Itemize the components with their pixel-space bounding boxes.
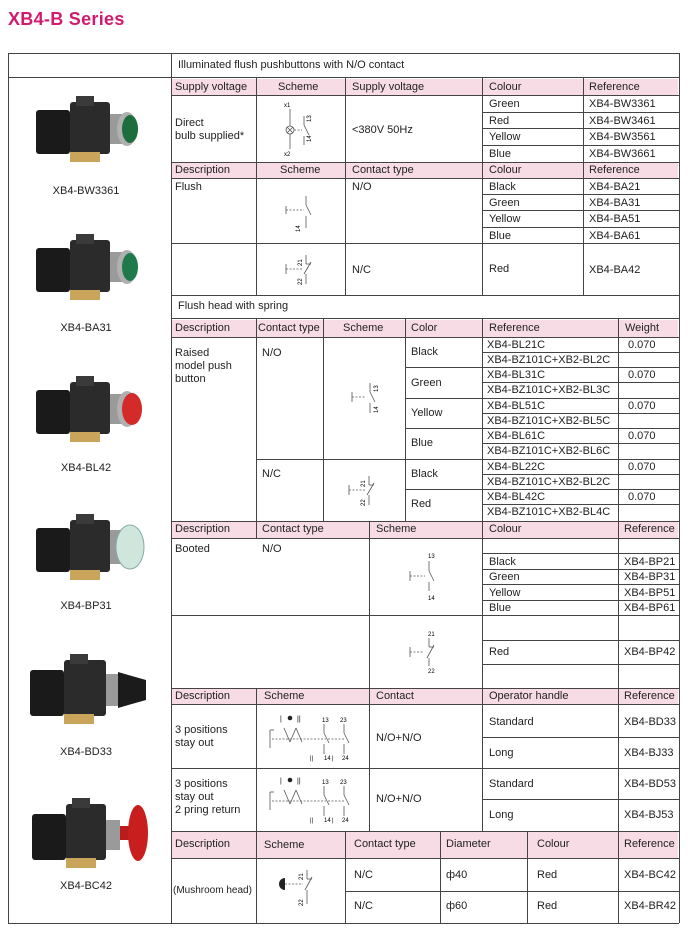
s4-color-red: Red bbox=[489, 646, 510, 658]
s3-ref: XB4-BL22C bbox=[487, 461, 546, 473]
selector-switch-scheme bbox=[266, 774, 358, 824]
s5-header-description: Description bbox=[175, 690, 231, 702]
s5-handle: Long bbox=[489, 747, 514, 759]
header-bar-booted bbox=[171, 521, 678, 538]
s3-header-color: Color bbox=[411, 322, 438, 334]
s4-ref: XB4-BP21 bbox=[624, 556, 676, 568]
s6-diameter: ф40 bbox=[446, 869, 468, 881]
s5-handle: Standard bbox=[489, 716, 534, 728]
s5-desc2-line3: 2 pring return bbox=[175, 804, 241, 816]
s4-header-description: Description bbox=[175, 523, 231, 535]
s1-voltage: <380V 50Hz bbox=[352, 124, 413, 136]
s3-weight: 0.070 bbox=[628, 491, 656, 503]
s4-header-reference: Reference bbox=[624, 523, 675, 535]
s3-weight: 0.070 bbox=[628, 369, 656, 381]
s6-ref: XB4-BC42 bbox=[624, 869, 676, 881]
nc-contact-scheme bbox=[347, 473, 383, 509]
s5-desc2-line1: 3 positions bbox=[175, 778, 228, 790]
scheme-label-21: 21 bbox=[298, 259, 304, 266]
page-title: XB4-B Series bbox=[8, 9, 125, 29]
scheme-label-14: 14 bbox=[324, 756, 331, 762]
product-code: XB4-BD33 bbox=[60, 746, 112, 758]
s4-desc: Booted bbox=[175, 543, 210, 555]
scheme-label-13: 13 bbox=[322, 718, 329, 724]
s6-color: Red bbox=[537, 900, 558, 912]
s5-header-scheme: Scheme bbox=[264, 690, 305, 702]
scheme-label-14: 14 bbox=[374, 406, 380, 413]
s6-header-diameter: Diameter bbox=[446, 838, 491, 850]
scheme-label-24: 24 bbox=[342, 756, 349, 762]
s1-color: Yellow bbox=[489, 131, 521, 143]
s3-color: Black bbox=[411, 346, 438, 358]
nc-contact-scheme bbox=[408, 630, 444, 674]
s6-desc: (Mushroom head) bbox=[173, 885, 252, 896]
s5-handle: Standard bbox=[489, 778, 534, 790]
s3-desc-line1: Raised bbox=[175, 347, 210, 359]
s6-header-description: Description bbox=[175, 838, 231, 850]
s3-weight: 0.070 bbox=[628, 461, 656, 473]
s5-desc1-line2: stay out bbox=[175, 737, 214, 749]
s1-label-line2: bulb supplied* bbox=[175, 130, 245, 142]
header-text: Illuminated flush pushbuttons with N/O contact bbox=[178, 59, 405, 71]
scheme-label-x2: x2 bbox=[284, 152, 291, 158]
s3-ref: XB4-BL21C bbox=[487, 339, 546, 351]
s2-header-description: Description bbox=[175, 164, 231, 176]
s4-color: Yellow bbox=[489, 587, 521, 599]
s3-desc-line2: model push bbox=[175, 360, 232, 372]
s3-header-contact-type: Contact type bbox=[258, 322, 320, 334]
s2-header-scheme: Scheme bbox=[280, 164, 321, 176]
s3-header-weight: Weight bbox=[625, 322, 660, 334]
svg-text:||: || bbox=[310, 818, 314, 824]
product-code: XB4-BC42 bbox=[60, 880, 112, 892]
product-image-pushbutton bbox=[30, 232, 145, 312]
scheme-label-13: 13 bbox=[322, 780, 329, 786]
product-code: XB4-BP31 bbox=[60, 600, 112, 612]
s2-ref: XB4-BA51 bbox=[589, 213, 641, 225]
s1-label-line1: Direct bbox=[175, 117, 204, 129]
scheme-label-13: 13 bbox=[374, 385, 380, 392]
scheme-label-22: 22 bbox=[361, 499, 367, 506]
s3-weight: 0.070 bbox=[628, 400, 656, 412]
svg-text:|: | bbox=[280, 716, 282, 723]
s2-header-reference: Reference bbox=[589, 164, 640, 176]
s5-contact: N/O+N/O bbox=[376, 732, 422, 744]
s4-contact: N/O bbox=[262, 543, 282, 555]
no-contact-scheme bbox=[408, 551, 444, 601]
svg-text:||: || bbox=[297, 778, 301, 785]
product-code: XB4-BW3361 bbox=[52, 185, 120, 197]
s3-ref: XB4-BZ101C+XB2-BL5C bbox=[487, 415, 611, 427]
s2-color: Blue bbox=[489, 230, 512, 242]
scheme-label-22: 22 bbox=[428, 669, 435, 675]
s2-ref: XB4-BA21 bbox=[589, 181, 641, 193]
header-bar-selector bbox=[171, 688, 678, 704]
s2-ref-nc: XB4-BA42 bbox=[589, 264, 641, 276]
s1-header-reference: Reference bbox=[589, 81, 640, 93]
s3-ref: XB4-BZ101C+XB2-BL2C bbox=[487, 476, 611, 488]
s4-color: Blue bbox=[489, 602, 512, 614]
s3-ref: XB4-BL31C bbox=[487, 369, 546, 381]
s2-desc: Flush bbox=[175, 181, 202, 193]
s3-ref: XB4-BL51C bbox=[487, 400, 546, 412]
s6-header-colour: Colour bbox=[537, 838, 570, 850]
s4-ref: XB4-BP51 bbox=[624, 587, 676, 599]
s5-ref: XB4-BD33 bbox=[624, 716, 676, 728]
scheme-label-23: 23 bbox=[340, 718, 347, 724]
s2-ref: XB4-BA61 bbox=[589, 230, 641, 242]
s4-color: Black bbox=[489, 556, 516, 568]
s3-ref: XB4-BZ101C+XB2-BL4C bbox=[487, 506, 611, 518]
s2-header-colour: Colour bbox=[489, 164, 522, 176]
s4-ref: XB4-BP31 bbox=[624, 571, 676, 583]
s4-header-scheme: Scheme bbox=[376, 523, 417, 535]
s1-color: Blue bbox=[489, 148, 512, 160]
mushroom-nc-scheme bbox=[283, 866, 323, 912]
scheme-label-13: 13 bbox=[428, 554, 435, 560]
scheme-label-14: 14 bbox=[307, 135, 313, 142]
s2-contact-nc: N/C bbox=[352, 264, 371, 276]
s3-color: Blue bbox=[411, 437, 434, 449]
s2-color: Yellow bbox=[489, 213, 521, 225]
s4-color: Green bbox=[489, 571, 520, 583]
scheme-label-24: 24 bbox=[342, 818, 349, 824]
scheme-label-22: 22 bbox=[298, 278, 304, 285]
svg-text:|: | bbox=[332, 756, 334, 762]
s1-header-colour: Colour bbox=[489, 81, 522, 93]
s5-handle: Long bbox=[489, 809, 514, 821]
s4-ref: XB4-BP61 bbox=[624, 602, 676, 614]
s3-weight: 0.070 bbox=[628, 430, 656, 442]
scheme-label-22: 22 bbox=[299, 899, 305, 906]
s3-ref: XB4-BZ101C+XB2-BL2C bbox=[487, 354, 611, 366]
s5-header-reference: Reference bbox=[624, 690, 675, 702]
s2-color: Black bbox=[489, 181, 516, 193]
scheme-label-14: 14 bbox=[428, 596, 435, 602]
s3-color: Red bbox=[411, 498, 432, 510]
svg-text:|: | bbox=[332, 818, 334, 824]
s3-ref: XB4-BL42C bbox=[487, 491, 546, 503]
scheme-label-14: 14 bbox=[296, 225, 302, 232]
svg-text:||: || bbox=[310, 756, 314, 762]
s3-ref: XB4-BZ101C+XB2-BL3C bbox=[487, 384, 611, 396]
s6-contact: N/C bbox=[354, 869, 373, 881]
s6-diameter: ф60 bbox=[446, 900, 468, 912]
s1-ref: XB4-BW3661 bbox=[589, 148, 656, 160]
scheme-label-x1: x1 bbox=[284, 103, 291, 109]
s4-ref-nc: XB4-BP42 bbox=[624, 646, 676, 658]
svg-text:||: || bbox=[297, 716, 301, 723]
s4-header-contact-type: Contact type bbox=[262, 523, 324, 535]
s5-desc2-line2: stay out bbox=[175, 791, 214, 803]
s2-color-red: Red bbox=[489, 263, 510, 275]
s3-color: Green bbox=[411, 377, 442, 389]
s3-contact-nc: N/C bbox=[262, 468, 281, 480]
lamp-scheme-diagram bbox=[280, 100, 320, 158]
s2-color: Green bbox=[489, 197, 520, 209]
s3-weight: 0.070 bbox=[628, 339, 656, 351]
s1-color: Red bbox=[489, 115, 510, 127]
s1-color: Green bbox=[489, 98, 520, 110]
s2-header-contact-type: Contact type bbox=[352, 164, 414, 176]
product-image-pushbutton bbox=[30, 512, 148, 592]
selector-switch-scheme bbox=[266, 712, 358, 762]
s5-ref: XB4-BJ33 bbox=[624, 747, 674, 759]
scheme-label-23: 23 bbox=[340, 780, 347, 786]
s3-section-title: Flush head with spring bbox=[178, 300, 289, 312]
s3-ref: XB4-BL61C bbox=[487, 430, 546, 442]
product-image-pushbutton bbox=[30, 374, 145, 454]
scheme-label-14: 14 bbox=[324, 818, 331, 824]
s1-ref: XB4-BW3461 bbox=[589, 115, 656, 127]
s1-ref: XB4-BW3361 bbox=[589, 98, 656, 110]
product-image-pushbutton bbox=[30, 92, 145, 172]
s3-ref: XB4-BZ101C+XB2-BL6C bbox=[487, 445, 611, 457]
product-code: XB4-BL42 bbox=[60, 462, 112, 474]
s3-header-scheme: Scheme bbox=[343, 322, 384, 334]
nc-contact-scheme bbox=[284, 252, 320, 288]
header-bar-mushroom bbox=[171, 831, 678, 858]
svg-text:|: | bbox=[280, 778, 282, 785]
s2-contact-no: N/O bbox=[352, 181, 372, 193]
product-image-selector bbox=[24, 654, 152, 736]
scheme-label-13: 13 bbox=[307, 115, 313, 122]
s6-contact: N/C bbox=[354, 900, 373, 912]
s2-ref: XB4-BA31 bbox=[589, 197, 641, 209]
s6-header-contact-type: Contact type bbox=[354, 838, 416, 850]
s4-header-colour: Colour bbox=[489, 523, 522, 535]
s5-ref: XB4-BJ53 bbox=[624, 809, 674, 821]
s5-ref: XB4-BD53 bbox=[624, 778, 676, 790]
s1-header-supply-voltage: Supply voltage bbox=[175, 81, 248, 93]
scheme-label-21: 21 bbox=[361, 480, 367, 487]
s3-contact-no: N/O bbox=[262, 347, 282, 359]
s1-header-scheme: Scheme bbox=[278, 81, 319, 93]
s3-color: Black bbox=[411, 468, 438, 480]
s3-desc-line3: button bbox=[175, 373, 206, 385]
s3-header-reference: Reference bbox=[489, 322, 540, 334]
s5-desc1-line1: 3 positions bbox=[175, 724, 228, 736]
scheme-label-21: 21 bbox=[428, 632, 435, 638]
s5-header-contact: Contact bbox=[376, 690, 414, 702]
s6-header-scheme: Scheme bbox=[264, 839, 305, 851]
s5-header-operator-handle: Operator handle bbox=[489, 690, 569, 702]
s6-header-reference: Reference bbox=[624, 838, 675, 850]
no-contact-scheme bbox=[350, 380, 386, 416]
s3-header-description: Description bbox=[175, 322, 231, 334]
product-image-mushroom bbox=[26, 796, 156, 880]
s3-color: Yellow bbox=[411, 407, 443, 419]
s5-contact: N/O+N/O bbox=[376, 793, 422, 805]
s1-header-supply-voltage-2: Supply voltage bbox=[352, 81, 425, 93]
no-contact-scheme bbox=[284, 190, 320, 234]
s1-ref: XB4-BW3561 bbox=[589, 131, 656, 143]
s6-ref: XB4-BR42 bbox=[624, 900, 676, 912]
product-code: XB4-BA31 bbox=[60, 322, 112, 334]
s6-color: Red bbox=[537, 869, 558, 881]
scheme-label-21: 21 bbox=[299, 873, 305, 880]
